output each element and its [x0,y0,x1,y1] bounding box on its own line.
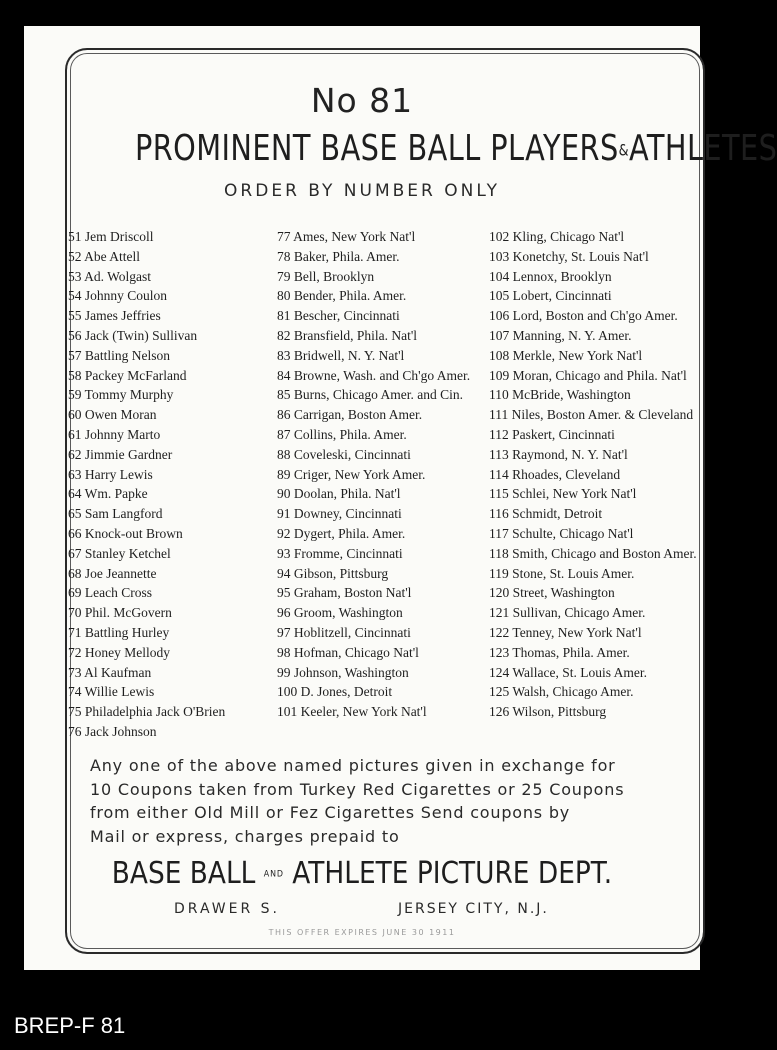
player-name: Johnny Marto [84,426,161,442]
player-entry [277,465,470,485]
player-name: Sullivan, Chicago Amer. [512,605,646,621]
player-number: 99 [277,664,291,680]
player-number: 52 [68,248,82,264]
player-number: 88 [277,446,291,462]
player-name: Stanley Ketchel [84,545,171,561]
player-entry [68,326,225,346]
address-city: JERSEY CITY, N.J. [398,901,549,917]
player-number: 83 [277,347,291,363]
player-name: Street, Washington [512,585,615,601]
offer-line: from either Old Mill or Fez Cigarettes Send coupons by [90,803,571,822]
player-name: Wm. Papke [84,486,148,502]
player-name: Downey, Cincinnati [293,506,402,522]
player-number: 86 [277,407,291,423]
player-name: Battling Nelson [84,347,170,363]
player-number: 77 [277,229,291,244]
player-entry [277,306,470,326]
player-entry [277,603,470,623]
player-entry [277,583,470,603]
player-number: 118 [489,545,509,561]
player-entry [277,346,470,366]
player-name: Philadelphia Jack O'Brien [84,704,226,720]
player-number: 120 [489,585,510,601]
player-number: 69 [68,585,82,601]
player-number: 54 [68,288,82,304]
card-number: No 81 [310,81,414,120]
player-number: 60 [68,407,82,423]
player-entry [489,465,697,485]
player-entry [68,603,225,623]
player-entry [68,663,225,683]
player-entry [68,702,225,722]
player-name: Gibson, Pittsburg [293,565,389,581]
player-entry [489,405,697,425]
player-name: Schulte, Chicago Nat'l [512,525,634,541]
title-part2: ATHLETES [629,128,777,169]
player-column-2 [277,227,470,722]
player-number: 112 [489,426,509,442]
player-name: Schlei, New York Nat'l [512,486,637,502]
player-name: Paskert, Cincinnati [512,426,615,442]
player-name: Bell, Brooklyn [293,268,375,284]
player-number: 80 [277,288,291,304]
player-name: Fromme, Cincinnati [293,545,403,561]
player-number: 124 [489,664,510,680]
player-name: Al Kaufman [84,664,152,680]
player-entry [489,682,697,702]
player-entry [489,663,697,683]
player-name: Jimmie Gardner [84,446,173,462]
player-name: Baker, Phila. Amer. [293,248,400,264]
player-entry [277,385,470,405]
player-name: Tenney, New York Nat'l [512,624,642,640]
player-number: 109 [489,367,510,383]
player-name: Bridwell, N. Y. Nat'l [293,347,405,363]
player-number: 97 [277,624,291,640]
player-number: 96 [277,605,291,621]
player-number: 73 [68,664,82,680]
player-name: Knock-out Brown [84,525,183,541]
dept-and: AND [263,869,284,880]
player-entry [68,524,225,544]
player-number: 90 [277,486,291,502]
player-name: Jem Driscoll [84,229,154,244]
player-entry [489,326,697,346]
player-name: Lennox, Brooklyn [512,268,612,284]
player-entry [68,405,225,425]
player-number: 101 [277,704,298,720]
player-name: Burns, Chicago Amer. and Cin. [293,387,463,403]
player-number: 63 [68,466,82,482]
player-number: 55 [68,308,82,324]
offer-line: Mail or express, charges prepaid to [90,826,400,846]
offer-line: Any one of the above named pictures given in exchange for [90,756,616,775]
player-entry [68,366,225,386]
player-number: 122 [489,624,510,640]
player-number: 94 [277,565,291,581]
player-name: Harry Lewis [84,466,153,482]
player-entry [68,484,225,504]
offer-expiry: THIS OFFER EXPIRES JUNE 30 1911 [268,928,456,937]
player-entry [489,484,697,504]
player-entry [277,425,470,445]
player-entry [277,524,470,544]
player-number: 91 [277,506,291,522]
player-entry [277,643,470,663]
player-name: Wilson, Pittsburg [512,704,607,720]
player-entry [277,504,470,524]
player-name: Ad. Wolgast [84,268,152,284]
player-name: Moran, Chicago and Phila. Nat'l [512,367,687,383]
player-number: 68 [68,565,82,581]
player-entry [277,286,470,306]
player-number: 119 [489,565,509,581]
player-name: Hofman, Chicago Nat'l [293,644,419,660]
player-entry [68,623,225,643]
player-number: 100 [277,684,298,700]
player-entry [489,603,697,623]
player-name: Thomas, Phila. Amer. [512,644,630,660]
player-entry [489,286,697,306]
title-part1: PROMINENT BASE BALL PLAYERS [135,128,619,169]
player-name: Coveleski, Cincinnati [293,446,411,462]
player-column-1 [68,227,225,742]
player-number: 92 [277,525,291,541]
player-number: 81 [277,308,291,324]
player-name: Stone, St. Louis Amer. [512,565,635,581]
player-name: Tommy Murphy [84,387,174,403]
player-number: 53 [68,268,82,284]
player-name: Battling Hurley [84,624,170,640]
order-note: ORDER BY NUMBER ONLY [224,181,500,201]
player-name: Hoblitzell, Cincinnati [293,624,411,640]
player-name: Merkle, New York Nat'l [512,347,643,363]
player-name: Smith, Chicago and Boston Amer. [512,545,697,561]
player-name: Criger, New York Amer. [293,466,426,482]
player-name: Jack (Twin) Sullivan [84,327,198,343]
player-entry [277,267,470,287]
player-name: Johnny Coulon [84,288,168,304]
player-number: 106 [489,308,510,324]
player-number: 67 [68,545,82,561]
title-ampersand: & [618,140,630,160]
player-number: 66 [68,525,82,541]
player-name: Jack Johnson [84,723,157,739]
player-number: 70 [68,605,82,621]
player-number: 85 [277,387,291,403]
player-number: 114 [489,466,509,482]
player-number: 107 [489,327,510,343]
player-number: 116 [489,506,509,522]
player-entry [277,663,470,683]
player-entry [68,247,225,267]
player-name: Lobert, Cincinnati [512,288,612,304]
player-number: 65 [68,506,82,522]
player-name: Kling, Chicago Nat'l [512,229,625,244]
player-number: 75 [68,704,82,720]
player-entry [277,623,470,643]
player-name: Abe Attell [84,248,141,264]
player-name: Collins, Phila. Amer. [293,426,407,442]
player-name: Manning, N. Y. Amer. [512,327,632,343]
player-entry [489,346,697,366]
player-entry [489,366,697,386]
player-entry [489,425,697,445]
player-name: Lord, Boston and Ch'go Amer. [512,308,678,324]
player-number: 126 [489,704,510,720]
department-name [65,856,660,891]
player-number: 121 [489,605,510,621]
player-number: 59 [68,387,82,403]
player-entry [277,702,470,722]
player-entry [68,227,225,247]
player-number: 103 [489,248,510,264]
player-name: D. Jones, Detroit [300,684,393,700]
player-number: 79 [277,268,291,284]
player-name: Owen Moran [84,407,157,423]
player-number: 74 [68,684,82,700]
player-entry [68,544,225,564]
player-entry [277,484,470,504]
player-entry [68,425,225,445]
player-number: 93 [277,545,291,561]
player-entry [277,326,470,346]
player-number: 123 [489,644,510,660]
player-number: 61 [68,426,82,442]
player-number: 117 [489,525,509,541]
player-entry [277,564,470,584]
player-name: Wallace, St. Louis Amer. [512,664,648,680]
player-entry [489,583,697,603]
player-name: Honey Mellody [84,644,170,660]
player-name: Sam Langford [84,506,163,522]
player-number: 95 [277,585,291,601]
player-name: Browne, Wash. and Ch'go Amer. [293,367,471,383]
player-entry [68,346,225,366]
player-number: 56 [68,327,82,343]
player-name: Groom, Washington [293,605,403,621]
player-entry [489,623,697,643]
player-name: Konetchy, St. Louis Nat'l [512,248,649,264]
player-name: Johnson, Washington [293,664,409,680]
player-number: 78 [277,248,291,264]
player-name: Rhoades, Cleveland [512,466,621,482]
player-name: Carrigan, Boston Amer. [293,407,423,423]
player-number: 51 [68,229,82,244]
player-number: 71 [68,624,82,640]
player-number: 64 [68,486,82,502]
player-name: Bender, Phila. Amer. [293,288,407,304]
player-number: 82 [277,327,291,343]
player-entry [489,504,697,524]
player-entry [68,643,225,663]
player-number: 104 [489,268,510,284]
player-name: Bransfield, Phila. Nat'l [293,327,418,343]
player-name: Walsh, Chicago Amer. [512,684,634,700]
player-entry [489,524,697,544]
player-entry [277,247,470,267]
card-title [135,128,777,169]
player-name: Niles, Boston Amer. & Cleveland [511,407,694,423]
player-name: Graham, Boston Nat'l [293,585,412,601]
player-entry [277,227,470,247]
player-number: 110 [489,387,509,403]
player-entry [489,267,697,287]
dept-part2: ATHLETE PICTURE DEPT. [292,856,613,891]
player-entry [489,544,697,564]
player-name: Keeler, New York Nat'l [300,704,427,720]
player-number: 105 [489,288,510,304]
player-number: 84 [277,367,291,383]
player-entry [68,385,225,405]
dept-part1: BASE BALL [111,856,256,891]
player-name: McBride, Washington [512,387,631,403]
player-entry [489,702,697,722]
player-name: Leach Cross [84,585,152,601]
player-entry [277,544,470,564]
player-name: Packey McFarland [84,367,187,383]
player-name: Willie Lewis [84,684,155,700]
player-name: Phil. McGovern [84,605,172,621]
player-number: 62 [68,446,82,462]
image-caption: BREP-F 81 [14,1013,126,1038]
player-entry [68,722,225,742]
player-column-3 [489,227,697,722]
player-number: 76 [68,723,82,739]
card-back [24,26,777,970]
player-number: 57 [68,347,82,363]
player-entry [489,306,697,326]
player-number: 125 [489,684,510,700]
player-name: Bescher, Cincinnati [293,308,400,324]
address-drawer: DRAWER S. [174,901,280,917]
player-entry [277,445,470,465]
player-entry [277,366,470,386]
player-name: Joe Jeannette [84,565,157,581]
player-number: 113 [489,446,509,462]
player-number: 115 [489,486,509,502]
offer-text [90,754,670,848]
player-number: 102 [489,229,510,244]
player-entry [489,247,697,267]
player-entry [277,405,470,425]
player-entry [68,583,225,603]
player-entry [68,267,225,287]
player-number: 58 [68,367,82,383]
offer-line: 10 Coupons taken from Turkey Red Cigarettes or 25 Coupons [90,779,625,799]
player-entry [277,682,470,702]
player-name: Raymond, N. Y. Nat'l [512,446,628,462]
player-entry [68,465,225,485]
player-entry [489,227,697,247]
player-entry [68,564,225,584]
player-entry [489,643,697,663]
player-entry [68,504,225,524]
player-number: 111 [489,407,509,423]
player-number: 72 [68,644,82,660]
player-entry [68,682,225,702]
player-name: James Jeffries [84,308,161,324]
player-entry [68,445,225,465]
player-entry [489,564,697,584]
player-entry [489,385,697,405]
player-name: Doolan, Phila. Nat'l [293,486,401,502]
player-name: Dygert, Phila. Amer. [293,525,406,541]
player-number: 98 [277,644,291,660]
player-entry [489,445,697,465]
player-entry [68,306,225,326]
player-entry [68,286,225,306]
player-number: 89 [277,466,291,482]
player-number: 87 [277,426,291,442]
player-name: Schmidt, Detroit [512,506,603,522]
player-number: 108 [489,347,510,363]
player-name: Ames, New York Nat'l [293,229,416,244]
